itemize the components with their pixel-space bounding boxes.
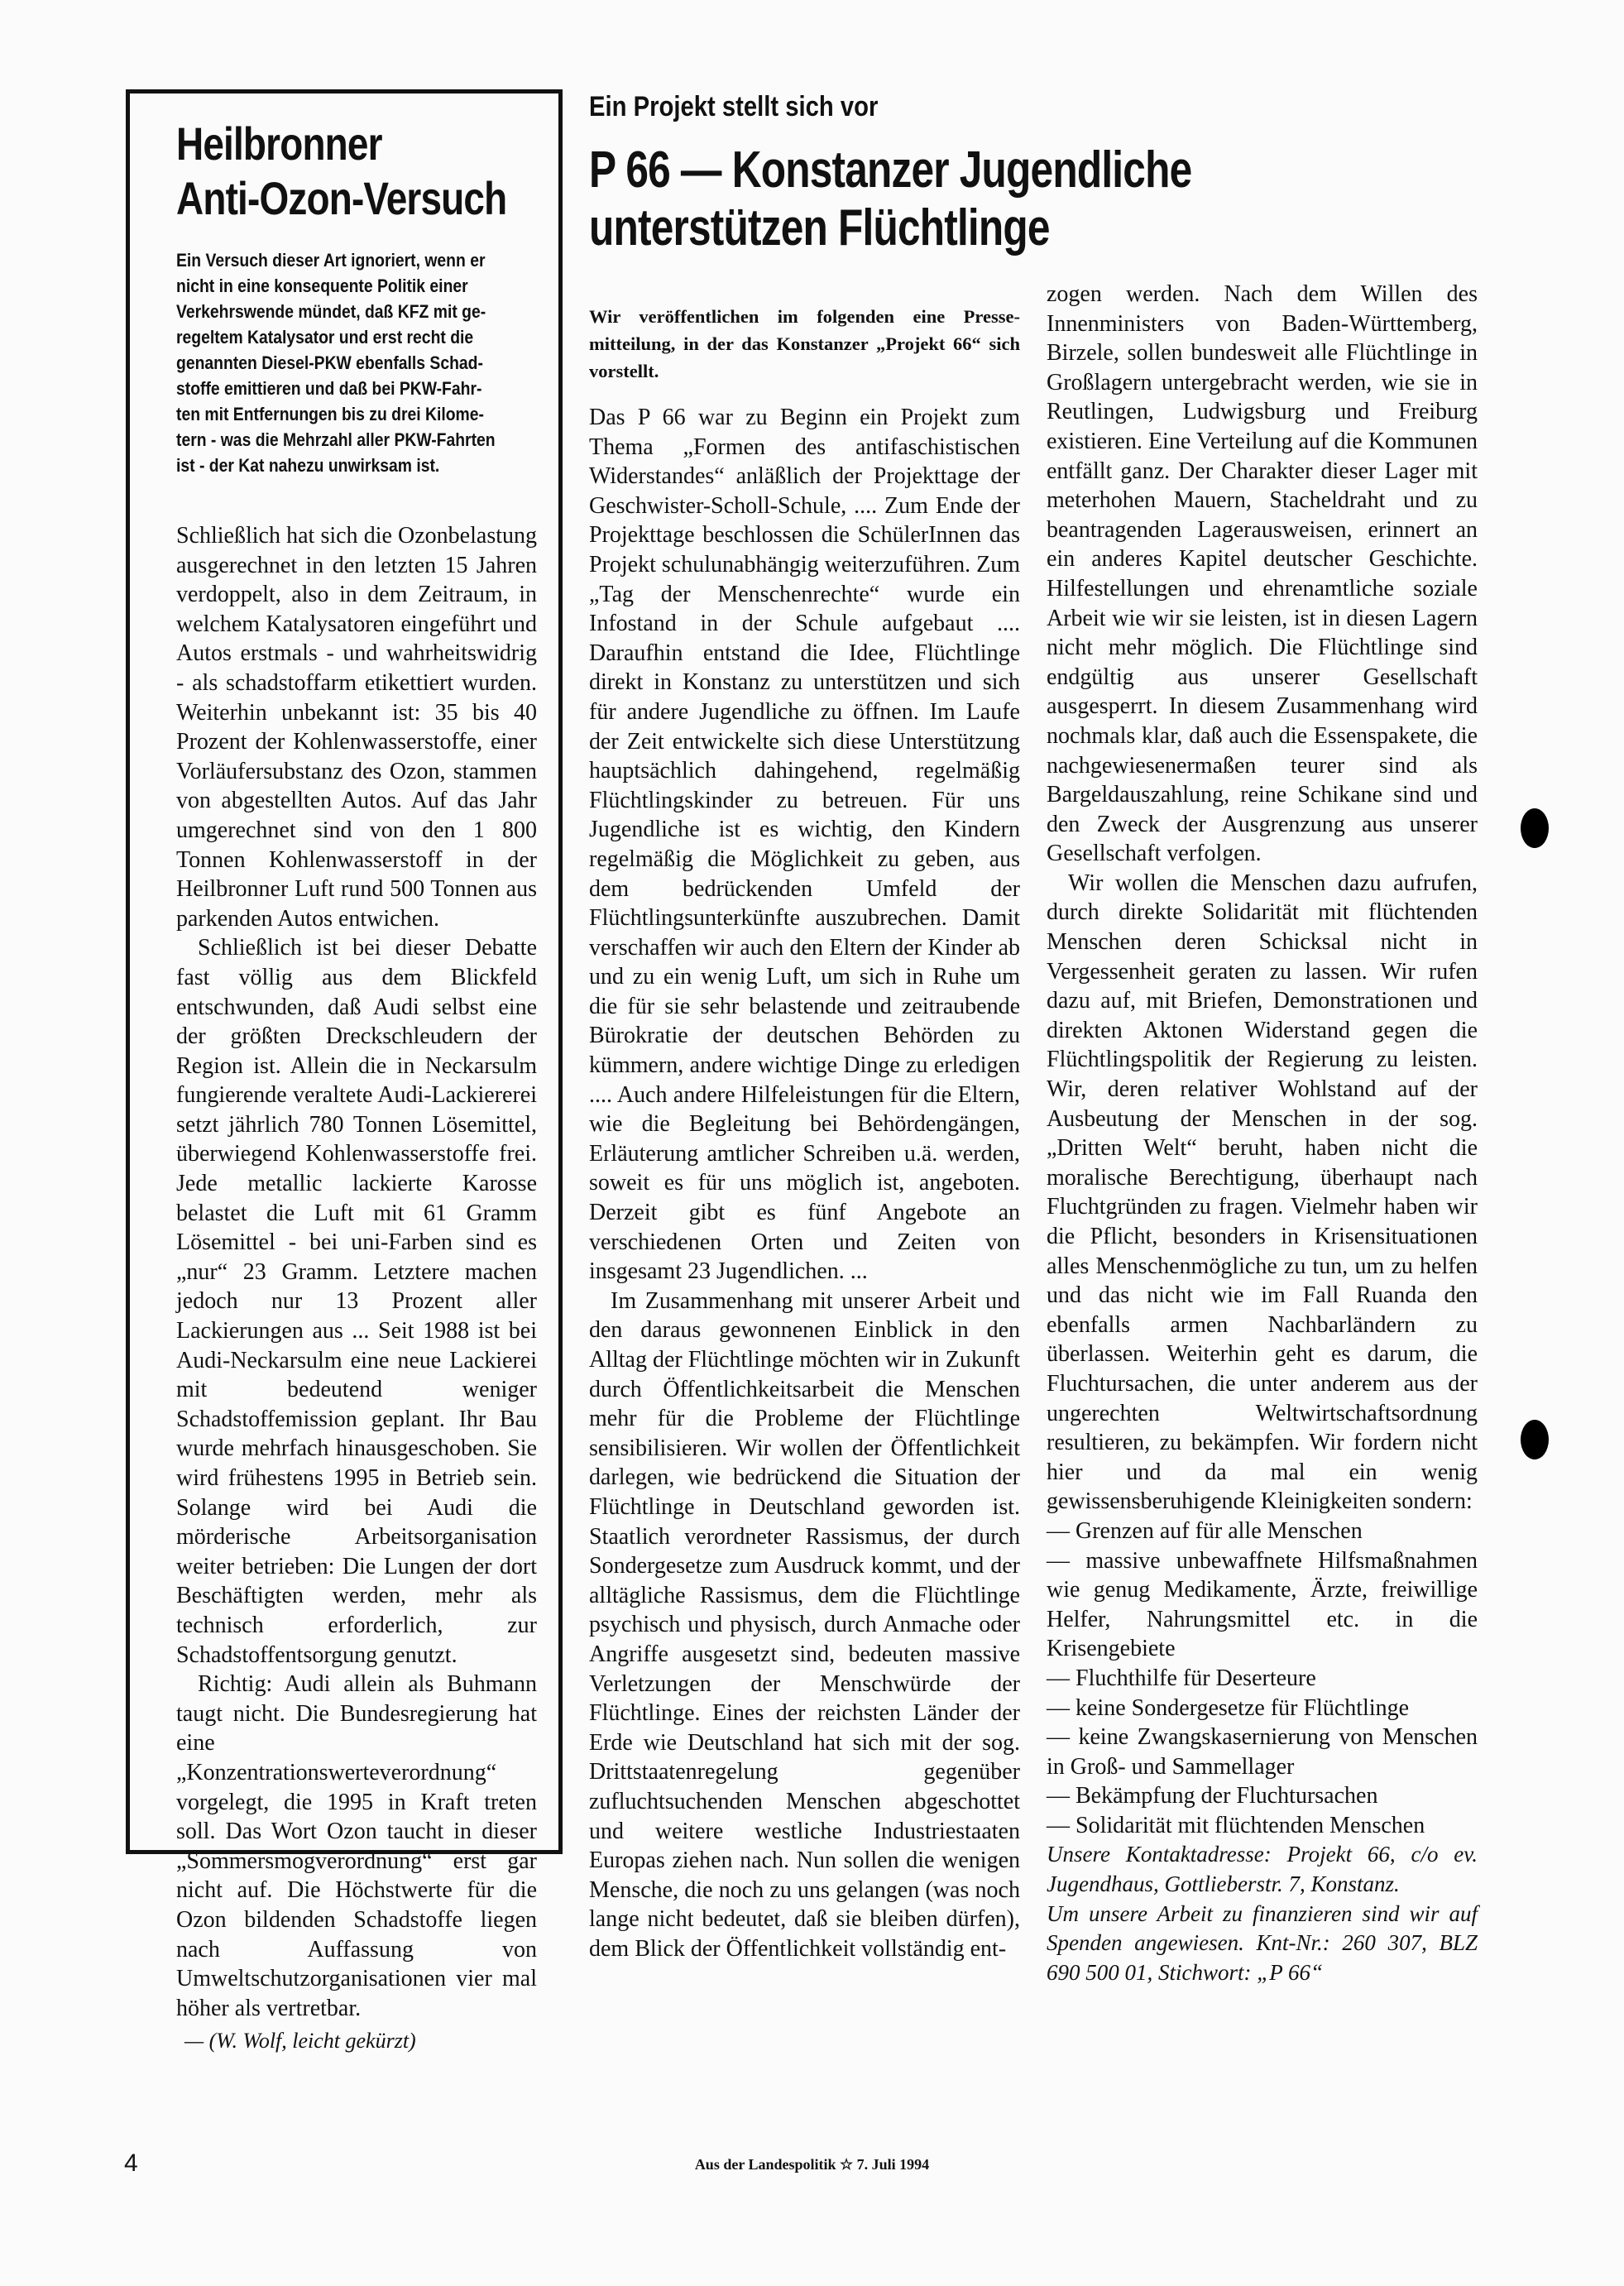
page-number: 4 [124, 2149, 138, 2177]
right-article [589, 91, 1499, 1985]
left-article-box [126, 89, 563, 2054]
left-article-title [176, 117, 556, 226]
list-item: — Solidarität mit flüchtenden Menschen [1047, 1812, 1425, 1838]
lead-line: ten mit Entfernungen bis zu drei Kilome- [176, 404, 484, 424]
right-column-2 [1047, 280, 1478, 1987]
lead-line: genannten Diesel-PKW ebenfalls Schad- [176, 352, 483, 373]
body-paragraph: Das P 66 war zu Beginn ein Projekt zum Thema „Formen des antifaschistischen Widerstandes“ anläßlich der Projekttage der Geschwister-Scholl-Schule, .... Zum Ende der Projekttage beschlossen die SchülerInnen das Projekt schulunabhängig weiterzuführen. Zum „Tag der Menschenrechte“ wurde ein Infostand in der Schule aufgebaut .... Daraufhin entstand die Idee, Flüchtlinge direkt in Konstanz zu unterstützen und sich für andere Jugendliche zu öffnen. Im Laufe der Zeit entwickelte sich diese Unterstützung hauptsächlich dahingehend, regelmäßig Flüchtlingskinder zu betreuen. Für uns Jugendliche ist es wichtig, den Kindern regelmäßig die Möglichkeit zu geben, aus dem bedrückenden Umfeld der Flüchtlingsunterkünfte auszubrechen. Damit verschaffen wir auch den Eltern der Kinder ab und zu ein wenig Luft, um sich in Ruhe um die für sie sehr belastende und zeitraubende Bürokratie der deutschen Behörden zu kümmern, andere wichtige Dinge zu erledigen .... Auch andere Hilfeleistungen für die Eltern, wie die Begleitung bei Behördengängen, Erläuterung amtlicher Schreiben u.ä. werden, soweit es für uns möglich ist, angeboten. Derzeit gibt es fünf Angebote an verschiedenen Orten und Zeiten von insgesamt 23 Jugendlichen. ... [589, 405, 1020, 1285]
lead-line: regeltem Katalysator und erst recht die [176, 327, 474, 347]
demands-list [1047, 1517, 1478, 1841]
left-article-body [176, 521, 537, 2056]
left-title-line-2: Anti-Ozon-Versuch [176, 172, 507, 224]
body-paragraph: Wir wollen die Menschen dazu aufrufen, durch direkte Solidarität mit flüchtenden Menschen deren Schicksal nicht in Vergessenheit geraten zu lassen. Wir rufen dazu auf, mit Briefen, Demonstrationen und direkten Aktonen Widerstand gegen die Flüchtlingspolitik der Regierung zu leisten. Wir, deren relativer Wohlstand auf der Ausbeutung der Menschen in der sog. „Dritten Welt“ beruht, haben nicht die moralische Berechtigung, überhaupt nach Fluchtgründen zu fragen. Vielmehr haben wir die Pflicht, besonders in Krisensituationen alles Menschenmögliche zu tun, um zu helfen und das nicht wie im Fall Ruanda den ebenfalls armen Nachbarländern zu überlassen. Weiterhin geht es darum, die Fluchtursachen, die unter anderem aus der ungerechten Weltwirtschaftsordnung resultieren, zu bekämpfen. Wir fordern nicht hier und da mal ein wenig gewissensberuhigende Kleinigkeiten sondern: [1047, 870, 1478, 1515]
headline-line-1: P 66 — Konstanzer Jugendliche [589, 141, 1192, 199]
lead-line: stoffe emittieren und daß bei PKW-Fahr- [176, 378, 482, 399]
body-paragraph: Schließlich ist bei dieser Debatte fast völlig aus dem Blickfeld entschwunden, daß Audi selbst eine der größten Dreckschleudern der Region ist. Allein die in Neckarsulm fungierende veraltete Audi-Lackiererei setzt jährlich 780 Tonnen Lösemittel, überwiegend Kohlenwasserstoffe frei. Jede metallic lackierte Karosse belastet die Luft mit 61 Gramm Lösemittel - bei uni-Farben sind es „nur“ 23 Gramm. Letztere machen jedoch nur 13 Prozent aller Lackierungen aus ... Seit 1988 ist bei Audi-Neckarsulm eine neue Lackierei mit bedeutend weniger Schadstoffemission geplant. Ihr Bau wurde mehrfach hinausgeschoben. Sie wird frühestens 1995 in Betrieb sein. Solange wird bei Audi die mörderische Arbeitsorganisation weiter betrieben: Die Lungen der dort Beschäftigten werden, mehr als technisch erforderlich, zur Schadstoffentsorgung genutzt. [176, 935, 537, 1668]
article-headline [589, 141, 1476, 257]
lead-line: Verkehrswende mündet, daß KFZ mit ge- [176, 301, 486, 322]
body-paragraph: Im Zusammenhang mit unserer Arbeit und den daraus gewonnenen Einblick in den Alltag der Flüchtlinge möchten wir in Zukunft durch Öffentlichkeitsarbeit die Menschen mehr für die Probleme der Flüchtlinge sensibilisieren. Wir wollen der Öffentlichkeit darlegen, wie bedrückend die Situation der Flüchtlinge in Deutschland geworden ist. Staatlich verordneter Rassismus, der durch Sondergesetze zum Ausdruck kommt, und der alltägliche Rassismus, dem die Flüchtlinge psychisch und physisch, durch Anmache oder Angriffe ausgesetzt sind, bedeuten massive Verletzungen der Menschwürde der Flüchtlinge. Eines der reichsten Länder der Erde wie Deutschland hat sich mit der sog. Drittstaatenregelung gegenüber zufluchtsuchenden Menschen abgeschottet und weitere westliche Industriestaaten Europas ziehen nach. Nun sollen die wenigen Mensche, die noch zu uns gelangen (was noch lange nicht bedeutet, daß sie bleiben dürfen), dem Blick der Öffentlichkeit vollständig ent- [589, 1287, 1021, 1962]
lead-line: Ein Versuch dieser Art ignoriert, wenn er [176, 250, 486, 271]
funding-note: Um unsere Arbeit zu finanzieren sind wir auf Spenden angewiesen. Knt-Nr.: 260 307, BLZ 690 500 01, Stichwort: „P 66“ [1047, 1900, 1478, 1985]
left-title-line-1: Heilbronner [176, 117, 382, 170]
headline-line-2: unterstützen Flüchtlinge [589, 199, 1050, 256]
punch-hole [1521, 1420, 1549, 1459]
list-item: — Fluchthilfe für Deserteure [1047, 1665, 1316, 1691]
lead-line: tern - was die Mehrzahl aller PKW-Fahrten [176, 429, 496, 450]
body-paragraph: zogen werden. Nach dem Willen des Innenministers von Baden-Württemberg, Birzele, sollen bundesweit alle Flüchtlinge in Großlagern untergebracht werden, wie sie in Reutlingen, Ludwigsburg und Freiburg existieren. Eine Verteilung auf die Kommunen entfällt ganz. Der Charakter dieser Lager mit meterhohen Mauern, Stacheldraht und zu beantragenden Lagerausweisen, erinnert an ein anderes Kapitel deutscher Geschichte. Hilfestellungen und ehrenamtliche soziale Arbeit wie wir sie leisten, ist in diesen Lagern nicht mehr möglich. Die Flüchtlinge sind endgültig aus unserer Gesellschaft ausgesperrt. In diesem Zusammenhang wird nochmals klar, daß auch die Essenspakete, die nachgewiesenermaßen teurer sind als Bargeldauszahlung, reine Schikane sind und den Zweck der Ausgrenzung aus unserer Gesellschaft verfolgen. [1047, 281, 1478, 867]
contact-note: Unsere Kontaktadresse: Projekt 66, c/o ev. Jugendhaus, Gottlieberstr. 7, Konstanz. [1047, 1842, 1478, 1897]
publication-footer: Aus der Landespolitik ☆ 7. Juli 1994 [694, 2156, 930, 2173]
list-item: — Grenzen auf für alle Menschen [1047, 1517, 1363, 1544]
list-item: — Bekämpfung der Fluchtursachen [1047, 1783, 1378, 1809]
right-column-1 [589, 293, 1020, 1963]
author-signature: — (W. Wolf, leicht gekürzt) [184, 2029, 416, 2054]
list-item: — keine Sondergesetze für Flüchtlinge [1047, 1694, 1410, 1721]
lead-line: ist - der Kat nahezu unwirksam ist. [176, 455, 440, 476]
left-article-lead [176, 247, 537, 478]
body-paragraph: Schließlich hat sich die Ozonbelastung ausgerechnet in den letzten 15 Jahren verdoppelt, also in dem Zeitraum, in welchem Katalysatoren eingeführt und Autos erstmals - und wahrheitswidrig - als schadstoffarm etikettiert wurden. Weiterhin unbekannt ist: 35 bis 40 Prozent der Kohlenwasserstoffe, einer Vorläufersubstanz des Ozon, stammen von abgestellten Autos. Auf das Jahr umgerechnet sind von den 1 800 Tonnen Kohlenwasserstoff in der Heilbronner Luft rund 500 Tonnen aus parkenden Autos entwichen. [176, 523, 537, 932]
list-item: — massive unbewaffnete Hilfsmaßnahmen wie genug Medikamente, Ärzte, freiwillige Helfer, Nahrungsmittel etc. in die Krisengebiete [1047, 1547, 1478, 1662]
body-paragraph: Richtig: Audi allein als Buhmann taugt nicht. Die Bundesregierung hat eine „Konzentrationswerteverordnung“ vorgelegt, die 1995 in Kraft treten soll. Das Wort Ozon taucht in dieser „Sommersmogverordnung“ erst gar nicht auf. Die Höchstwerte für die Ozon bildenden Schadstoffe liegen nach Auffassung von Umweltschutzorganisationen vier mal höher als vertretbar. [176, 1671, 537, 2021]
article-lead: Wir veröffentlichen im folgenden eine Pressemitteilung, in der das Konstanzer „Projekt 66“ sich vorstellt. [589, 306, 1020, 381]
punch-hole [1521, 808, 1549, 848]
article-kicker: Ein Projekt stellt sich vor [589, 91, 879, 122]
list-item: — keine Zwangskasernierung von Menschen in Groß- und Sammellager [1047, 1724, 1478, 1780]
lead-line: nicht in eine konsequente Politik einer [176, 276, 468, 296]
